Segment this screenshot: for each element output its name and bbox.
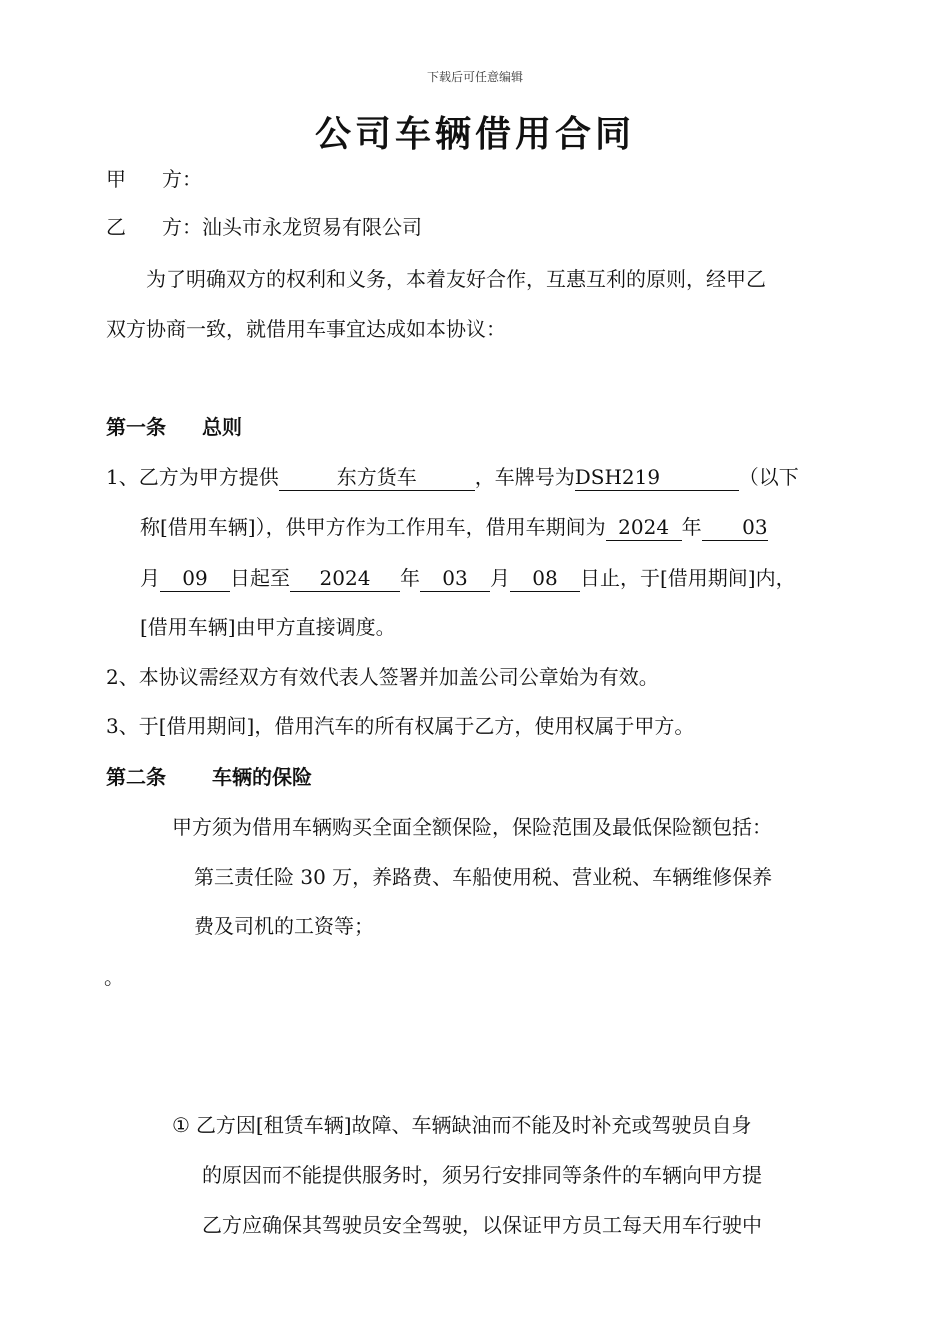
page-header: 下载后可任意编辑 <box>426 70 523 84</box>
article1-item1-line1 <box>106 462 799 492</box>
article2-number: 第二条 <box>106 765 166 789</box>
clause-line-3: 乙方应确保其驾驶员安全驾驶，以保证甲方员工每天用车行驶中 <box>202 1213 762 1237</box>
party-b-value: 汕头市永龙贸易有限公司 <box>202 215 422 239</box>
article1-item1-line2 <box>140 512 768 542</box>
from-label: 日起至 <box>230 566 290 590</box>
stray-period: 。 <box>104 965 124 989</box>
item1-text-4: 称[借用车辆]），供甲方作为工作用车，借用车期间为 <box>140 515 606 539</box>
end-month-field: 03 <box>420 565 490 592</box>
item1-text-3: （以下 <box>738 465 799 489</box>
article1-title: 总则 <box>202 415 242 439</box>
end-label: 日止，于[借用期间]内， <box>580 566 796 590</box>
clause-line-1 <box>172 1110 752 1140</box>
article2-para2-line2: 费及司机的工资等； <box>194 914 374 938</box>
clause-number: ① <box>172 1113 190 1137</box>
vehicle-field: 东方货车 <box>279 464 475 491</box>
party-a-label-1: 甲 <box>106 167 126 191</box>
article2-heading <box>106 762 312 792</box>
article2-title: 车辆的保险 <box>212 765 312 789</box>
year-label: 年 <box>681 515 702 539</box>
month-label: 月 <box>140 566 160 590</box>
year-label-2: 年 <box>400 566 420 590</box>
article1-item3: 3、于[借用期间]，借用汽车的所有权属于乙方，使用权属于甲方。 <box>106 714 695 738</box>
article1-number: 第一条 <box>106 415 166 439</box>
document-title: 公司车辆借用合同 <box>314 114 635 155</box>
party-b-label-2: 方： <box>162 215 202 239</box>
item1-text-1: 1、乙方为甲方提供 <box>106 465 279 489</box>
start-day-field: 09 <box>160 565 230 592</box>
article1-item1-line4: [借用车辆]由甲方直接调度。 <box>140 615 396 639</box>
clause-text-1: 乙方因[租赁车辆]故障、车辆缺油而不能及时补充或驾驶员自身 <box>195 1113 752 1137</box>
intro-line-1: 为了明确双方的权利和义务，本着友好合作，互惠互利的原则，经甲乙 <box>146 267 766 291</box>
party-a-line <box>106 164 202 194</box>
start-month-field: 03 <box>702 514 768 541</box>
article2-para2-line1: 第三责任险 30 万，养路费、车船使用税、营业税、车辆维修保养 <box>194 865 773 889</box>
article1-item1-line3 <box>140 563 796 593</box>
clause-line-2: 的原因而不能提供服务时，须另行安排同等条件的车辆向甲方提 <box>202 1163 762 1187</box>
party-b-label-1: 乙 <box>106 215 126 239</box>
intro-line-2: 双方协商一致，就借用车事宜达成如本协议： <box>106 317 506 341</box>
item1-text-2: ，车牌号为 <box>474 465 575 489</box>
plate-field: DSH219 <box>575 464 739 491</box>
start-year-field: 2024 <box>606 514 682 541</box>
article2-para1: 甲方须为借用车辆购买全面全额保险，保险范围及最低保险额包括： <box>172 815 772 839</box>
end-year-field: 2024 <box>290 565 400 592</box>
month-label-2: 月 <box>490 566 510 590</box>
article1-heading <box>106 412 242 442</box>
party-a-label-2: 方： <box>162 167 202 191</box>
end-day-field: 08 <box>510 565 580 592</box>
article1-item2: 2、本协议需经双方有效代表人签署并加盖公司公章始为有效。 <box>106 665 659 689</box>
party-b-line <box>106 212 422 242</box>
